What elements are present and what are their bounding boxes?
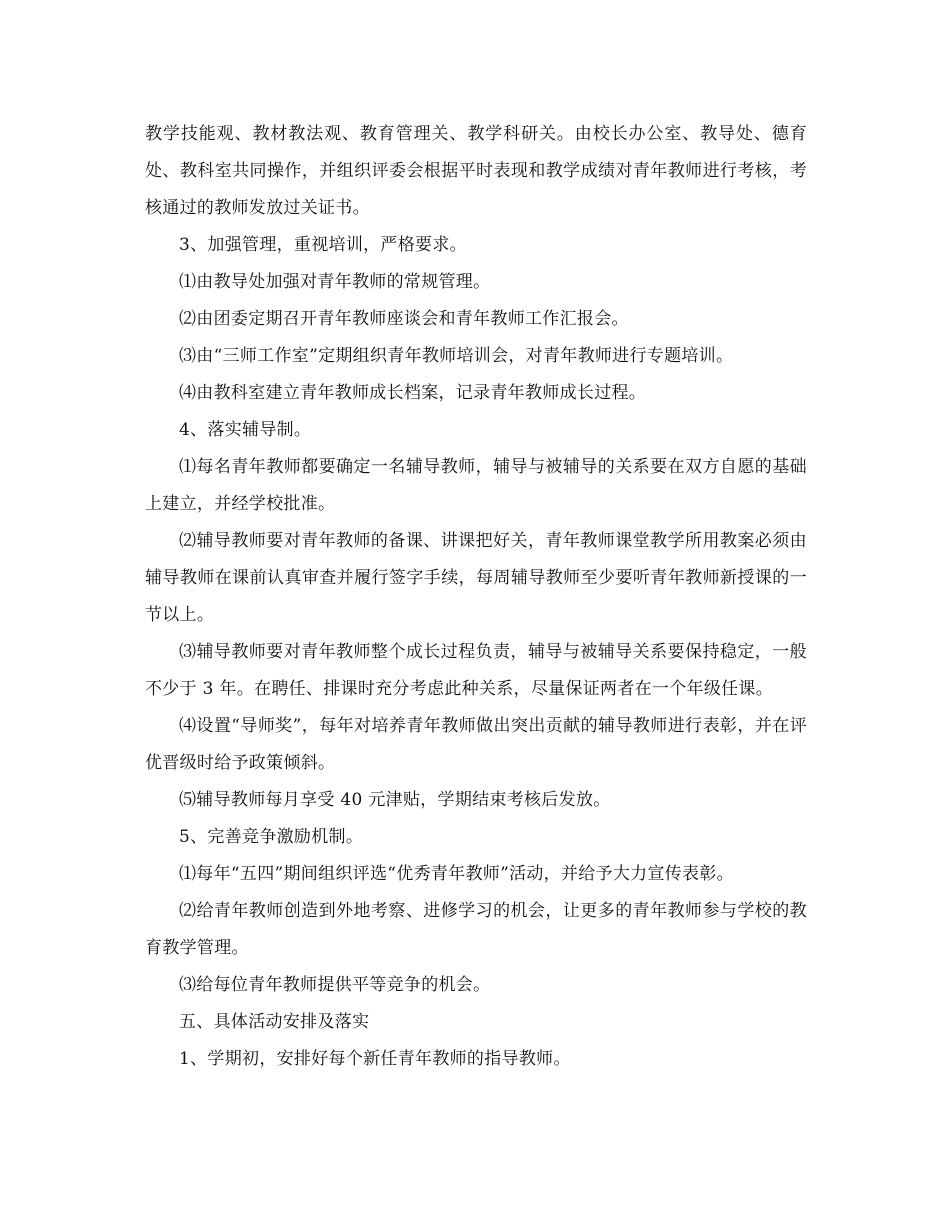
list-item: ⑴每名青年教师都要确定一名辅导教师，辅导与被辅导的关系要在双方自愿的基础上建立，并经学校批准。 bbox=[145, 457, 807, 514]
chapter-heading: 五、具体活动安排及落实 bbox=[179, 1012, 370, 1032]
section-heading: 4、落实辅导制。 bbox=[179, 420, 312, 440]
list-item: ⑵给青年教师创造到外地考察、进修学习的机会，让更多的青年教师参与学校的教育教学管理。 bbox=[145, 901, 807, 958]
list-item: ⑴每年“五四”期间组织评选“优秀青年教师”活动，并给予大力宣传表彰。 bbox=[179, 864, 734, 884]
list-item: ⑴由教导处加强对青年教师的常规管理。 bbox=[179, 272, 491, 292]
list-item: ⑷设置“导师奖”，每年对培养青年教师做出突出贡献的辅导教师进行表彰，并在评优晋级时给予政策倾斜。 bbox=[145, 716, 807, 773]
section-heading: 5、完善竞争激励机制。 bbox=[179, 827, 364, 847]
list-item: ⑶由“三师工作室”定期组织青年教师培训会，对青年教师进行专题培训。 bbox=[179, 346, 734, 366]
section-heading: 1、学期初，安排好每个新任青年教师的指导教师。 bbox=[179, 1049, 571, 1069]
list-item: ⑸辅导教师每月享受 40 元津贴，学期结束考核后发放。 bbox=[179, 790, 611, 810]
section-heading: 3、加强管理，重视培训，严格要求。 bbox=[179, 235, 467, 255]
list-item: ⑶给每位青年教师提供平等竞争的机会。 bbox=[179, 975, 491, 995]
list-item: ⑵由团委定期召开青年教师座谈会和青年教师工作汇报会。 bbox=[179, 309, 629, 329]
list-item: ⑷由教科室建立青年教师成长档案，记录青年教师成长过程。 bbox=[179, 383, 647, 403]
list-item: ⑵辅导教师要对青年教师的备课、讲课把好关，青年教师课堂教学所用教案必须由辅导教师在课前认真审查并履行签字手续，每周辅导教师至少要听青年教师新授课的一节以上。 bbox=[145, 531, 807, 625]
list-item: ⑶辅导教师要对青年教师整个成长过程负责，辅导与被辅导关系要保持稳定，一般不少于 3 年。在聘任、排课时充分考虑此种关系，尽量保证两者在一个年级任课。 bbox=[145, 642, 807, 699]
paragraph: 教学技能观、教材教法观、教育管理关、教学科研关。由校长办公室、教导处、德育处、教科室共同操作，并组织评委会根据平时表现和教学成绩对青年教师进行考核，考核通过的教师发放过关证书。 bbox=[145, 124, 807, 218]
